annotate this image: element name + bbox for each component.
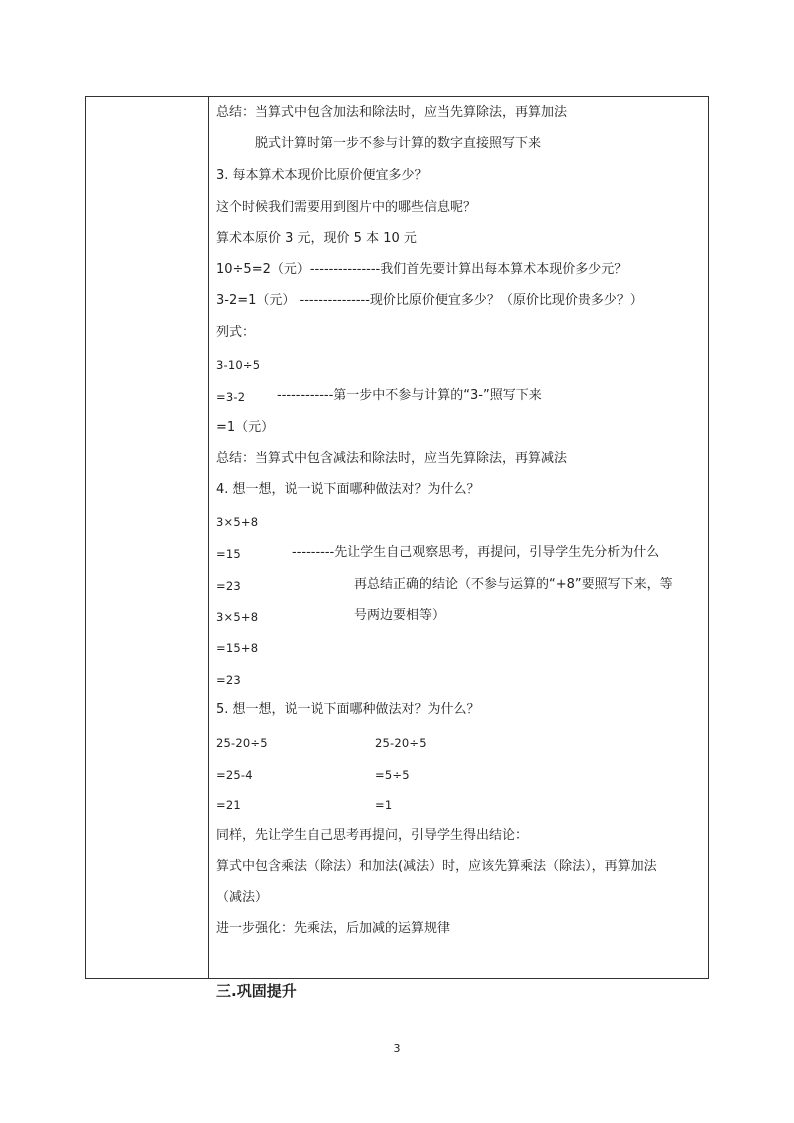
note-1: 脱式计算时第一步不参与计算的数字直接照写下来 bbox=[255, 136, 542, 151]
question-3: 3. 每本算术本现价比原价便宜多少？ bbox=[216, 168, 428, 183]
equation-line: 3-10÷5 bbox=[216, 358, 261, 372]
conclusion: 算式中包含乘法（除法）和加法(减法）时，应该先算乘法（除法），再算加法 bbox=[216, 859, 657, 874]
prompt-info: 这个时候我们需要用到图片中的哪些信息呢？ bbox=[216, 200, 477, 215]
equation-line: =15 bbox=[216, 547, 241, 561]
step-2: 3-2=1（元） ---------------现价比原价便宜多少？（原价比现价贵多少？） bbox=[216, 293, 643, 308]
equation-line: =3-2 bbox=[216, 390, 246, 404]
equation-line: =21 bbox=[216, 798, 241, 812]
equation-line: =5÷5 bbox=[375, 768, 410, 782]
summary-2: 总结：当算式中包含减法和除法时，应当先算除法，再算减法 bbox=[216, 451, 568, 466]
equation-line: 3×5+8 bbox=[216, 610, 259, 624]
question-5: 5. 想一想，说一说下面哪种做法对？为什么？ bbox=[216, 702, 480, 717]
conclusion-cont: （减法） bbox=[216, 890, 269, 905]
equation-line: =1 bbox=[375, 798, 393, 812]
teaching-note: 再总结正确的结论（不参与运算的“+8”要照写下来，等 bbox=[354, 577, 673, 592]
summary-1: 总结：当算式中包含加法和除法时，应当先算除法，再算加法 bbox=[216, 105, 568, 120]
equation-line: =23 bbox=[216, 673, 241, 687]
formula-label: 列式： bbox=[216, 325, 256, 340]
equation-line: =23 bbox=[216, 579, 241, 593]
equation-line: 25-20÷5 bbox=[375, 736, 427, 750]
equation-line: 25-20÷5 bbox=[216, 736, 268, 750]
teaching-note: 号两边要相等） bbox=[354, 608, 446, 623]
column-divider bbox=[208, 97, 209, 978]
lesson-table bbox=[85, 96, 709, 979]
conclusion-intro: 同样，先让学生自己思考再提问，引导学生得出结论： bbox=[216, 828, 529, 843]
question-4: 4. 想一想，说一说下面哪种做法对？为什么？ bbox=[216, 482, 480, 497]
section-heading: 三.巩固提升 bbox=[216, 982, 297, 1000]
reinforcement: 进一步强化：先乘法，后加减的运算规律 bbox=[216, 921, 451, 936]
teaching-note: ---------先让学生自己观察思考，再提问，引导学生先分析为什么 bbox=[292, 545, 660, 560]
page-number: 3 bbox=[393, 1042, 401, 1055]
equation-line: =25-4 bbox=[216, 768, 253, 782]
step-1: 10÷5=2（元）---------------我们首先要计算出每本算术本现价多少元？ bbox=[216, 262, 628, 277]
given-info: 算术本原价 3 元，现价 5 本 10 元 bbox=[216, 231, 417, 246]
equation-line: 3×5+8 bbox=[216, 515, 259, 529]
equation-note: ------------第一步中不参与计算的“3-”照写下来 bbox=[277, 388, 542, 403]
equation-line: =15+8 bbox=[216, 641, 259, 655]
equation-line: =1（元） bbox=[216, 420, 275, 435]
